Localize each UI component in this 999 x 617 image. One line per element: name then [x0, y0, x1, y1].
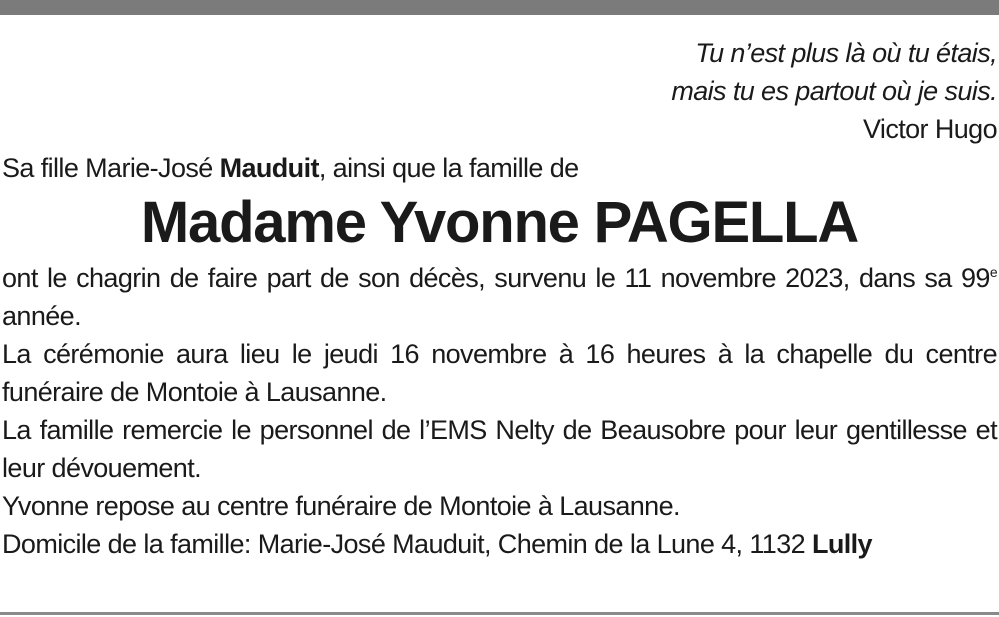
- domicile-text: Domicile de la famille: Marie-José Mauduit, Chemin de la Lune 4, 1132: [2, 529, 812, 559]
- announcement-paragraph: [2, 259, 997, 335]
- intro-surname: Mauduit: [219, 153, 319, 183]
- epigraph-author: Victor Hugo: [863, 114, 997, 144]
- announcement-ordinal: e: [989, 264, 997, 280]
- thanks-paragraph: La famille remercie le personnel de l’EMS Nelty de Beausobre pour leur gentillesse et leur dévouement.: [2, 415, 997, 483]
- deceased-name: Madame Yvonne PAGELLA: [140, 190, 859, 255]
- domicile-town: Lully: [811, 529, 872, 559]
- intro-line: [2, 149, 997, 187]
- epigraph: [2, 34, 997, 148]
- epigraph-line-2: mais tu es partout où je suis.: [671, 76, 997, 106]
- rest-paragraph: Yvonne repose au centre funéraire de Montoie à Lausanne.: [2, 491, 680, 521]
- announcement-text-2: année.: [2, 301, 81, 331]
- ceremony-paragraph: La cérémonie aura lieu le jeudi 16 novembre à 16 heures à la chapelle du centre funéraire de Montoie à Lausanne.: [2, 339, 997, 407]
- intro-after: , ainsi que la famille de: [318, 153, 579, 183]
- announcement-text-1: ont le chagrin de faire part de son décès, survenu le 11 novembre 2023, dans sa 99: [2, 263, 990, 293]
- bottom-rule: [0, 612, 999, 615]
- intro-before: Sa fille Marie-José: [2, 153, 220, 183]
- domicile-paragraph: [2, 525, 997, 563]
- obituary-notice: [2, 34, 997, 563]
- top-rule: [0, 0, 999, 15]
- epigraph-line-1: Tu n’est plus là où tu étais,: [695, 38, 997, 68]
